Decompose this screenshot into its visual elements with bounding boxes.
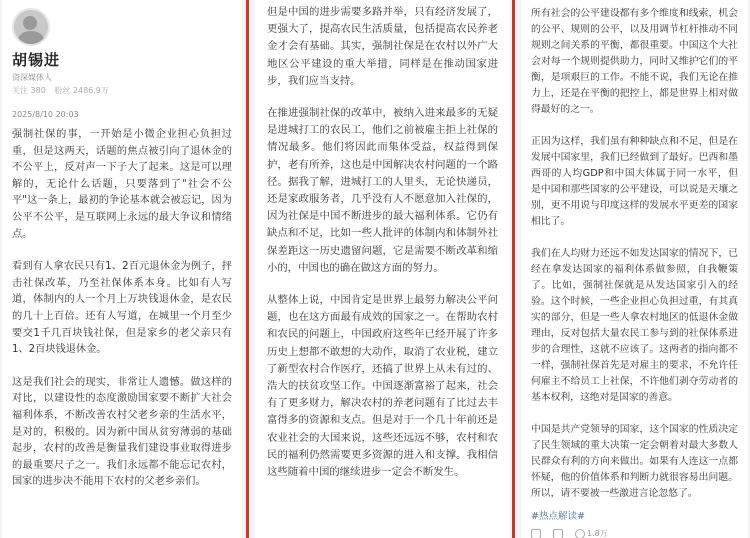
paragraph: 正因为这样，我们虽有种种缺点和不足，但是在发展中国家里，我们已经做到了最好。巴西和墨西哥的人均GDP和中国大体属于同一水平，但是中国和那些国家的公平建设，可以说是天壤之别，更不用说与印度这样的发展水平更差的国家相比了。 <box>531 136 738 227</box>
comment-icon <box>553 529 563 538</box>
share-icon <box>531 529 541 538</box>
post-column-3 <box>521 0 748 538</box>
paragraph: 从整体上说，中国肯定是世界上最努力解决公平问题，也在这方面最有成效的国家之一。在帮助农村和农民的问题上，中国政府这些年已经开展了许多历史上想都不敢想的大动作，取消了农业税，建立了新型农村合作医疗，还搞了世界上从未有过的、浩大的扶贫攻坚工作。中国逐渐富裕了起来，社会有了更多财力，解决农村的养老问题有了比过去丰富得多的资源和支点。但是对于一个几十年前还是农业社会的大国来说，这些还远远不够，农村和农民的福利仍然需要更多资源的进入和支撑。我相信这些随着中国的继续进步一定会不断发生。 <box>267 294 498 479</box>
paragraph: 看到有人拿农民只有1、2百元退休金为例子，抨击社保改革，乃至社保体系本身。比如有人写道，体制内的人一个月上万块钱退休金，是农民的几十上百倍。还有人写道，在城里一个月至少要交1千几百块钱社保，但是家乡的老父亲只有1、2百块钱退休金。 <box>12 261 232 356</box>
like-icon <box>575 529 585 538</box>
post-column-1 <box>2 0 242 538</box>
author-name[interactable]: 胡锡进 <box>12 51 61 69</box>
post-date: 2025/8/10 20:03 <box>12 110 79 119</box>
paragraph: 我们在人均财力还远不如发达国家的情况下，已经在拿发达国家的福利体系做参照，自我鞭策了。比如，强制社保就是从发达国家引入的经验。这个时候，一些企业担心负担过重，有其真实的部分，但是一些人拿农村地区的低退休金做理由，反对包括大量农民工参与到的社保体系进步的合理性，这就不应该了。这两者的指向都不一样，强制社保首先是对雇主的要求，不允许任何雇主不给员工上社保，不许他们剥夺劳动者的基本权利，这绝对是国家的善意。 <box>531 248 738 403</box>
paragraph: 所有社会的公平建设都有多个维度和线索，机会的公平、规则的公平，以及用调节杠杆推动不同规则之间关系的平衡，都很重要。中国这个大社会对每一个规则提供助力，同时又维护它们的平衡，是项艰巨的工作。不能不说，我们无论在推力上，还是在平衡的把控上，都是世界上相对做得最好的之一。 <box>531 8 738 115</box>
like-button[interactable] <box>575 528 608 538</box>
hashtag-link[interactable]: #热点解读# <box>531 511 585 522</box>
paragraph: 这是我们社会的现实，非常让人遗憾。做这样的对比，以建设性的态度激励国家要不断扩大社会福利体系，不断改善农村父老乡亲的生活水平，是对的，积极的。因为新中国从贫穷薄弱的基础起步，农村的改善是衡量我们建设事业取得进步的最重要尺子之一。我们永远都不能忘记农村，国家的进步决不能用下农村的父老乡亲们。 <box>12 376 232 488</box>
column-divider <box>512 0 515 538</box>
author-stats <box>12 85 232 96</box>
action-bar <box>531 528 738 538</box>
like-count: 1.8万 <box>587 529 608 538</box>
paragraph: 强制社保的事，一开始是小微企业担心负担过重，但是这两天，话题的焦点被引向了退休金的不公平上，反对声一下子大了起来。这是可以理解的，无论什么话题，只要落到了"社会不公平"这一条上，最初的争论基本就会被忘记，因为公平不公平，是互联网上永远的最大争议和情绪点。 <box>12 129 232 240</box>
comment-button[interactable] <box>553 529 565 538</box>
author-role: 资深媒体人 <box>12 73 52 82</box>
avatar[interactable] <box>12 8 50 46</box>
column-divider <box>246 0 249 538</box>
followers-count[interactable]: 关注 380 <box>12 86 46 95</box>
fans-count[interactable]: 粉丝 2486.9万 <box>54 86 109 95</box>
paragraph: 但是中国的进步需要多路并举，只有经济发展了，更强大了，提高农民生活质量，包括提高农民养老金才会有基础。其实，强制社保是在农村以外广大地区公平建设的重大举措，同样是在推动国家进步，我们应当支持。 <box>267 6 498 87</box>
post-column-2 <box>255 0 510 538</box>
paragraph: 在推进强制社保的改革中，被纳入进来最多的无疑是进城打工的农民工，他们之前被雇主拒上社保的情况最多。他们将因此而集体受益，权益得到保护，老有所养，这也是中国解决农村问题的一个路径。据我了解，进城打工的人里头，无论快递员，还是家政服务者，几乎没有人不愿意加入社保的，因为社保是中国不断进步的最大福利体系。它仍有缺点和不足，比如一些人批评的体制内和体制外社保差距这一历史遗留问题，它是需要不断改革和缩小的，中国也的确在做这方面的努力。 <box>267 107 498 274</box>
paragraph: 中国是共产党领导的国家，这个国家的性质决定了民生领域的重大决策一定会朝着对最大多数人民群众有利的方向来做出。如果有人连这一点都怀疑，他的价值体系和判断力就很容易出问题。所以，请不要被一些激进言论忽悠了。 <box>531 424 738 499</box>
share-button[interactable] <box>531 529 543 538</box>
